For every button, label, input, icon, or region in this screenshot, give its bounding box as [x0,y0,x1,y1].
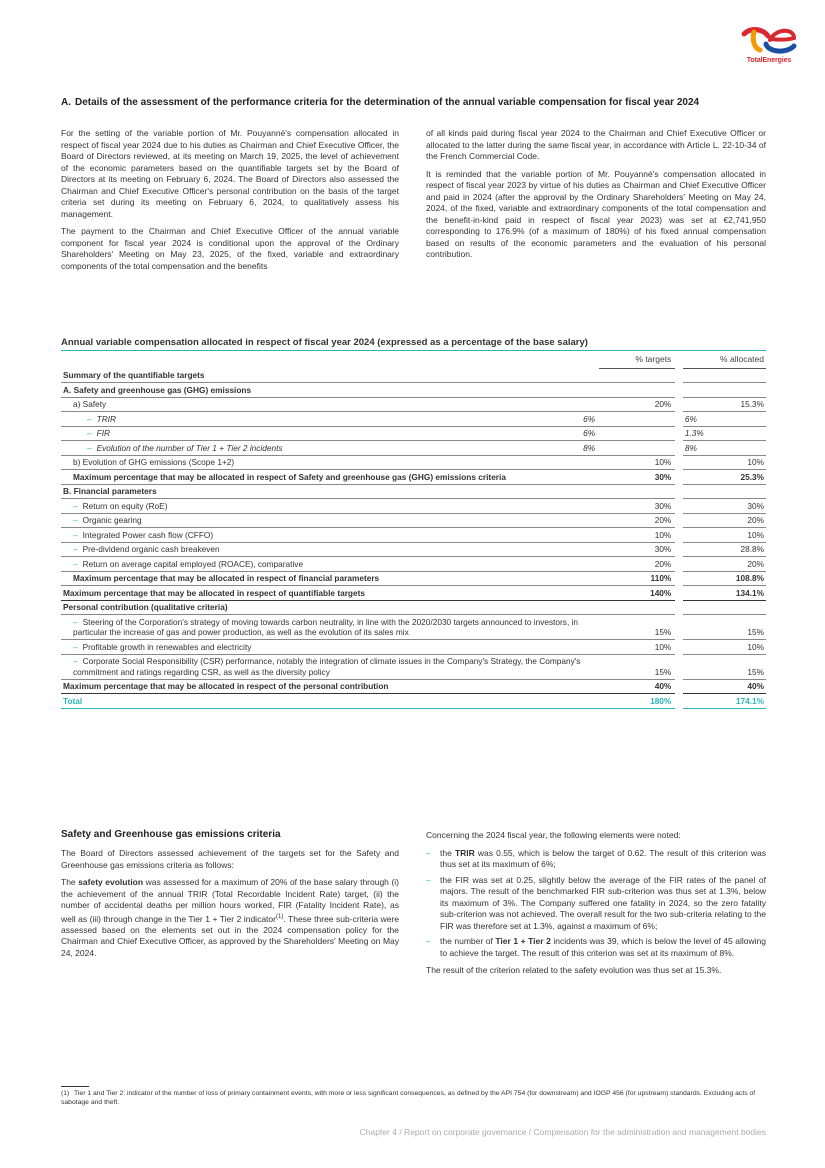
row-label: – Evolution of the number of Tier 1 + Tier 2 incidents 8% [61,441,599,456]
row-label: Maximum percentage that may be allocated in respect of Safety and greenhouse gas (GHG) emissions criteria [61,470,599,485]
heading-number: A. [61,97,71,108]
table-row [61,369,766,383]
table-row [61,441,766,456]
targets-cell: 110% [599,571,675,586]
targets-cell: 30% [599,542,675,557]
table-row [61,640,766,655]
compensation-table [61,352,766,709]
targets-cell: 15% [599,615,675,640]
table-row [61,383,766,398]
row-label: – Profitable growth in renewables and electricity [61,640,599,655]
section-heading [61,96,766,109]
table-row [61,654,766,679]
row-label: A. Safety and greenhouse gas (GHG) emissions [61,383,599,398]
row-label: – Return on average capital employed (ROACE), comparative [61,557,599,572]
targets-cell: 10% [599,455,675,470]
row-label: – Corporate Social Responsibility (CSR) performance, notably the integration of climate issues in the Company's Strategy, the Company's commitment and ratings regarding CSR, as well as the diversity policy [61,654,599,679]
list-item: – the FIR was set at 0.25, slightly below the average of the FIR rates of the panel of majors. The result of the benchmarked FIR sub-criterion was thus set at 1.3%, below its maximum of 3%. The Company suffered one fatality in 2024, so the zero fatality sub-criterion was not achieved. The overall result for the two sub-criteria relating to the FIR was therefore set at 1.3%, against a maximum of 6%; [426,874,766,931]
row-label: – Integrated Power cash flow (CFFO) [61,528,599,543]
paragraph: of all kinds paid during fiscal year 2024 to the Chairman and Chief Executive Officer or allocated to the latter during the same fiscal year, in accordance with Article L. 22-10-34 of the French Commercial Code. [426,128,766,161]
row-label: Total [61,694,599,709]
targets-cell: 20% [599,557,675,572]
allocated-cell: 174.1% [683,694,766,709]
targets-cell: 10% [599,528,675,543]
row-label: – Pre-dividend organic cash breakeven [61,542,599,557]
targets-cell: 30% [599,499,675,514]
heading-text: Details of the assessment of the performance criteria for the determination of the annual variable compensation for fiscal year 2024 [75,97,700,108]
targets-cell: 140% [599,586,675,601]
list-item: – the number of Tier 1 + Tier 2 incidents was 39, which is below the level of 45 allowing to achieve the target. The result of this criterion was set at its maximum of 8%. [426,936,766,958]
intro-left-column [61,128,399,278]
allocated-cell: 40% [683,679,766,694]
targets-cell: 180% [599,694,675,709]
targets-cell [599,600,675,615]
targets-cell [599,441,675,456]
row-label: Maximum percentage that may be allocated in respect of the personal contribution [61,679,599,694]
table-row [61,426,766,441]
allocated-cell: 10% [683,640,766,655]
targets-cell: 30% [599,470,675,485]
company-logo [738,22,800,70]
row-label: – Steering of the Corporation's strategy of moving towards carbon neutrality, in line with the 2020/2030 targets announced to investors, in particular the increase of gas and power production, as well as the evolution of its sales mix [61,615,599,640]
allocated-cell: 20% [683,513,766,528]
table-row [61,528,766,543]
table-header-row [61,352,766,369]
row-label: B. Financial parameters [61,484,599,499]
paragraph: For the setting of the variable portion of Mr. Pouyanné's compensation allocated in respect of fiscal year 2024 due to his duties as Chairman and Chief Executive Officer, the Board of Directors reviewed, at its meeting on March 19, 2025, the level of achievement of the economic parameters based on the quantifiable targets set by the Board of Directors at its meeting on February 6, 2024. The Board of Directors also assessed the Chairman and Chief Executive Officer's personal contribution on the basis of the target criteria set during its meeting on February 6, 2024, to qualitatively assess his management. [61,128,399,219]
targets-cell: 20% [599,397,675,412]
list-item: – the TRIR was 0.55, which is below the target of 0.62. The result of this criterion was thus set at its maximum of 6%; [426,847,766,869]
allocated-cell [683,600,766,615]
header-label [61,352,599,369]
allocated-cell: 15% [683,615,766,640]
targets-cell: 20% [599,513,675,528]
header-allocated: % allocated [683,352,766,369]
safety-right-column [426,830,766,983]
allocated-cell: 15% [683,654,766,679]
total-row [61,694,766,709]
allocated-cell [683,369,766,383]
sub-target-value: 6% [583,428,596,438]
allocated-cell: 28.8% [683,542,766,557]
paragraph: The result of the criterion related to the safety evolution was thus set at 15.3%. [426,965,722,975]
sub-target-value: 8% [583,442,596,453]
row-label: b) Evolution of GHG emissions (Scope 1+2) [61,455,599,470]
footnote-ref: (1) [275,913,284,920]
targets-cell [599,426,675,441]
table-row [61,615,766,640]
table-row [61,600,766,615]
table-row [61,397,766,412]
logo-wordmark: TotalEnergies [746,57,792,64]
row-label: – TRIR 6% [61,412,599,427]
paragraph: The safety evolution was assessed for a maximum of 20% of the base salary through (i) the achievement of the annual TRIR (Total Recordable Incident Rate) target, (ii) the number of accidental deaths per million hours worked, FIR (Fatality Incident Rate), as well as (iii) through change in the Tier 1 + Tier 2 indicator$^{(1)}$. These three sub-criteria were assessed based on the elements set out in the 2024 compensation policy for the Chairman and Chief Executive Officer, as approved by the Shareholders' Meeting on May 24, 2024. [61,877,399,958]
table-caption: Annual variable compensation allocated in respect of fiscal year 2024 (expressed as a percentage of the base salary) [61,337,766,351]
table-row [61,679,766,694]
paragraph: Concerning the 2024 fiscal year, the following elements were noted: [426,830,681,840]
allocated-cell: 134.1% [683,586,766,601]
safety-left-column [61,848,399,965]
targets-cell [599,412,675,427]
targets-cell [599,484,675,499]
sub-target-value: 6% [583,413,596,424]
row-label: Maximum percentage that may be allocated in respect of financial parameters [61,571,599,586]
table-row [61,470,766,485]
row-label: Summary of the quantifiable targets [61,369,599,383]
table-row [61,557,766,572]
table-row [61,484,766,499]
paragraph: The Board of Directors assessed achievement of the targets set for the Safety and Greenhouse gas emissions criteria as follows: [61,848,399,870]
sub-allocated-value: 1.3% [683,426,766,441]
footnote-divider [61,1086,89,1087]
row-label: – Return on equity (RoE) [61,499,599,514]
allocated-cell [683,484,766,499]
sub-allocated-value: 6% [683,412,766,427]
sub-allocated-value: 8% [683,441,766,456]
row-label: Personal contribution (qualitative criteria) [61,600,599,615]
table-row [61,513,766,528]
targets-cell: 10% [599,640,675,655]
targets-cell: 40% [599,679,675,694]
table-row [61,412,766,427]
paragraph: It is reminded that the variable portion of Mr. Pouyanné's compensation allocated in respect of fiscal year 2023 by virtue of his duties as Chairman and Chief Executive Officer and paid in 2024 (after the approval by the Ordinary Shareholders' Meeting on May 24, 2024, of the fixed, variable and extraordinary components of the total compensation and the benefit-in-kind paid in respect of fiscal year 2023) was set at €2,741,950 corresponding to 176.9% (of a maximum of 180%) of his fixed annual compensation based on results of the economic parameters and the evaluation of his personal contribution. [426,168,766,259]
targets-cell: 15% [599,654,675,679]
allocated-cell: 15.3% [683,397,766,412]
allocated-cell: 30% [683,499,766,514]
table-row [61,571,766,586]
row-label: a) Safety [61,397,599,412]
footnote: (1) Tier 1 and Tier 2: indicator of the number of loss of primary containment events, with more or less significant consequences, as defined by the API 754 (for downstream) and IOGP 456 (for upstream) standards. Excluding acts of sabotage and theft. [61,1090,756,1106]
page-footer: Chapter 4 / Report on corporate governance / Compensation for the administration and management bodies [359,1127,766,1137]
paragraph: The payment to the Chairman and Chief Executive Officer of the annual variable component for fiscal year 2024 is conditional upon the approval of the Ordinary Shareholders' Meeting on May 23, 2025, of the fixed, variable and extraordinary components of the total compensation and the benefits [61,226,399,271]
table-row [61,499,766,514]
allocated-cell: 10% [683,528,766,543]
row-label: – Organic gearing [61,513,599,528]
intro-right-column [426,128,766,267]
row-label: – FIR 6% [61,426,599,441]
table-row [61,542,766,557]
targets-cell [599,369,675,383]
row-label: Maximum percentage that may be allocated in respect of quantifiable targets [61,586,599,601]
safety-section-title: Safety and Greenhouse gas emissions criteria [61,829,281,840]
header-targets: % targets [599,352,675,369]
allocated-cell: 25.3% [683,470,766,485]
allocated-cell [683,383,766,398]
allocated-cell: 20% [683,557,766,572]
logo-mark-icon [738,22,800,56]
allocated-cell: 108.8% [683,571,766,586]
targets-cell [599,383,675,398]
table-row [61,586,766,601]
table-row [61,455,766,470]
allocated-cell: 10% [683,455,766,470]
